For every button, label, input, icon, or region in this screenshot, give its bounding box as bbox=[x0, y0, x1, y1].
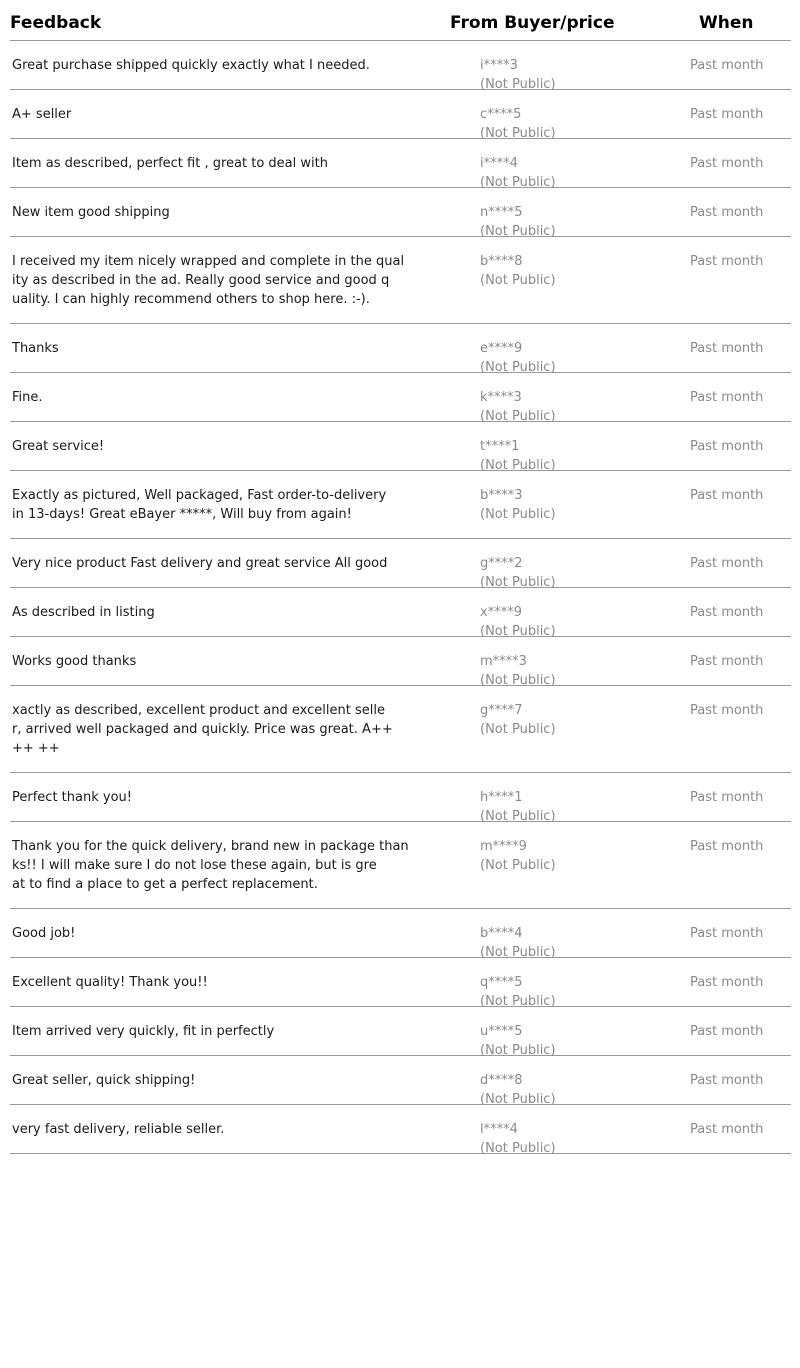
header-when: When bbox=[699, 13, 754, 33]
when-cell: Past month bbox=[690, 1073, 764, 1088]
buyer-cell bbox=[480, 603, 556, 641]
buyer-id: e****9 bbox=[480, 341, 523, 356]
when-cell: Past month bbox=[690, 703, 764, 718]
buyer-id: d****8 bbox=[480, 1073, 523, 1088]
table-row bbox=[10, 471, 791, 539]
table-row bbox=[10, 237, 791, 324]
buyer-privacy-note: (Not Public) bbox=[480, 809, 556, 824]
buyer-id: b****8 bbox=[480, 254, 523, 269]
buyer-cell bbox=[480, 1022, 556, 1060]
buyer-id: c****5 bbox=[480, 107, 522, 122]
when-cell: Past month bbox=[690, 839, 764, 854]
when-cell: Past month bbox=[690, 254, 764, 269]
header-feedback: Feedback bbox=[10, 13, 102, 33]
table-row bbox=[10, 422, 791, 471]
buyer-cell bbox=[480, 652, 556, 690]
buyer-cell bbox=[480, 788, 556, 826]
buyer-cell bbox=[480, 486, 556, 524]
buyer-privacy-note: (Not Public) bbox=[480, 507, 556, 522]
buyer-cell bbox=[480, 437, 556, 475]
feedback-text: Perfect thank you! bbox=[12, 790, 132, 805]
buyer-id: g****2 bbox=[480, 556, 523, 571]
buyer-id: m****3 bbox=[480, 654, 527, 669]
feedback-text: Great service! bbox=[12, 439, 105, 454]
feedback-text: Works good thanks bbox=[12, 654, 137, 669]
buyer-cell bbox=[480, 837, 556, 875]
feedback-text: Fine. bbox=[12, 390, 43, 405]
buyer-id: n****5 bbox=[480, 205, 523, 220]
buyer-cell bbox=[480, 1120, 556, 1158]
table-row bbox=[10, 822, 791, 909]
table-row bbox=[10, 909, 791, 958]
buyer-id: t****1 bbox=[480, 439, 520, 454]
buyer-cell bbox=[480, 56, 556, 94]
buyer-cell bbox=[480, 701, 556, 739]
table-row bbox=[10, 637, 791, 686]
when-cell: Past month bbox=[690, 1024, 764, 1039]
table-row bbox=[10, 373, 791, 422]
table-row bbox=[10, 1007, 791, 1056]
table-row bbox=[10, 686, 791, 773]
feedback-text: Exactly as pictured, Well packaged, Fast order-to-delivery in 13-days! Great eBayer *****, Will buy from again! bbox=[12, 488, 387, 522]
feedback-text: Great purchase shipped quickly exactly what I needed. bbox=[12, 58, 370, 73]
buyer-id: x****9 bbox=[480, 605, 522, 620]
table-row bbox=[10, 324, 791, 373]
when-cell: Past month bbox=[690, 488, 764, 503]
buyer-id: k****3 bbox=[480, 390, 522, 405]
feedback-text: New item good shipping bbox=[12, 205, 170, 220]
when-cell: Past month bbox=[690, 156, 764, 171]
when-cell: Past month bbox=[690, 205, 764, 220]
buyer-id: q****5 bbox=[480, 975, 523, 990]
buyer-privacy-note: (Not Public) bbox=[480, 77, 556, 92]
header-from-buyer-price: From Buyer/price bbox=[450, 13, 615, 33]
feedback-text: xactly as described, excellent product and excellent selle r, arrived well packaged and quickly. Price was great. A++ ++ ++ bbox=[12, 703, 393, 756]
table-row bbox=[10, 41, 791, 90]
buyer-privacy-note: (Not Public) bbox=[480, 858, 556, 873]
buyer-privacy-note: (Not Public) bbox=[480, 1141, 556, 1156]
buyer-privacy-note: (Not Public) bbox=[480, 126, 556, 141]
buyer-cell bbox=[480, 924, 556, 962]
feedback-text: I received my item nicely wrapped and complete in the qual ity as described in the ad. Really good service and good q uality. I can highly recommend others to shop here. :-). bbox=[12, 254, 405, 307]
buyer-id: b****3 bbox=[480, 488, 523, 503]
when-cell: Past month bbox=[690, 790, 764, 805]
when-cell: Past month bbox=[690, 926, 764, 941]
buyer-cell bbox=[480, 105, 556, 143]
table-row bbox=[10, 90, 791, 139]
buyer-privacy-note: (Not Public) bbox=[480, 409, 556, 424]
buyer-cell bbox=[480, 339, 556, 377]
when-cell: Past month bbox=[690, 975, 764, 990]
buyer-privacy-note: (Not Public) bbox=[480, 945, 556, 960]
feedback-table bbox=[10, 0, 791, 1154]
buyer-privacy-note: (Not Public) bbox=[480, 1043, 556, 1058]
when-cell: Past month bbox=[690, 439, 764, 454]
feedback-text: Item as described, perfect fit , great to deal with bbox=[12, 156, 328, 171]
buyer-cell bbox=[480, 973, 556, 1011]
when-cell: Past month bbox=[690, 654, 764, 669]
buyer-privacy-note: (Not Public) bbox=[480, 673, 556, 688]
when-cell: Past month bbox=[690, 390, 764, 405]
table-row bbox=[10, 1105, 791, 1154]
buyer-cell bbox=[480, 1071, 556, 1109]
feedback-text: very fast delivery, reliable seller. bbox=[12, 1122, 225, 1137]
feedback-text: Thank you for the quick delivery, brand new in package than ks!! I will make sure I do not lose these again, but is gre at to find a place to get a perfect replacement. bbox=[12, 839, 409, 892]
feedback-text: Item arrived very quickly, fit in perfectly bbox=[12, 1024, 275, 1039]
feedback-text: Great seller, quick shipping! bbox=[12, 1073, 196, 1088]
feedback-text: Thanks bbox=[12, 341, 59, 356]
buyer-privacy-note: (Not Public) bbox=[480, 175, 556, 190]
buyer-cell bbox=[480, 203, 556, 241]
buyer-id: h****1 bbox=[480, 790, 523, 805]
feedback-rows bbox=[10, 41, 791, 1154]
feedback-text: A+ seller bbox=[12, 107, 72, 122]
feedback-text: As described in listing bbox=[12, 605, 155, 620]
buyer-cell bbox=[480, 554, 556, 592]
feedback-text: Excellent quality! Thank you!! bbox=[12, 975, 208, 990]
feedback-text: Very nice product Fast delivery and great service All good bbox=[12, 556, 388, 571]
buyer-id: i****3 bbox=[480, 58, 518, 73]
buyer-privacy-note: (Not Public) bbox=[480, 224, 556, 239]
buyer-id: u****5 bbox=[480, 1024, 523, 1039]
buyer-privacy-note: (Not Public) bbox=[480, 273, 556, 288]
when-cell: Past month bbox=[690, 1122, 764, 1137]
buyer-id: i****4 bbox=[480, 156, 518, 171]
buyer-id: g****7 bbox=[480, 703, 523, 718]
buyer-privacy-note: (Not Public) bbox=[480, 624, 556, 639]
buyer-privacy-note: (Not Public) bbox=[480, 1092, 556, 1107]
table-row bbox=[10, 773, 791, 822]
buyer-privacy-note: (Not Public) bbox=[480, 458, 556, 473]
table-row bbox=[10, 139, 791, 188]
buyer-id: m****9 bbox=[480, 839, 527, 854]
table-row bbox=[10, 588, 791, 637]
feedback-text: Good job! bbox=[12, 926, 76, 941]
buyer-cell bbox=[480, 388, 556, 426]
when-cell: Past month bbox=[690, 605, 764, 620]
when-cell: Past month bbox=[690, 556, 764, 571]
when-cell: Past month bbox=[690, 58, 764, 73]
buyer-privacy-note: (Not Public) bbox=[480, 722, 556, 737]
when-cell: Past month bbox=[690, 107, 764, 122]
buyer-privacy-note: (Not Public) bbox=[480, 575, 556, 590]
buyer-id: b****4 bbox=[480, 926, 523, 941]
buyer-cell bbox=[480, 154, 556, 192]
table-row bbox=[10, 958, 791, 1007]
buyer-privacy-note: (Not Public) bbox=[480, 994, 556, 1009]
buyer-cell bbox=[480, 252, 556, 290]
table-row bbox=[10, 1056, 791, 1105]
when-cell: Past month bbox=[690, 341, 764, 356]
buyer-privacy-note: (Not Public) bbox=[480, 360, 556, 375]
table-header bbox=[10, 0, 791, 41]
buyer-id: l****4 bbox=[480, 1122, 518, 1137]
table-row bbox=[10, 188, 791, 237]
table-row bbox=[10, 539, 791, 588]
